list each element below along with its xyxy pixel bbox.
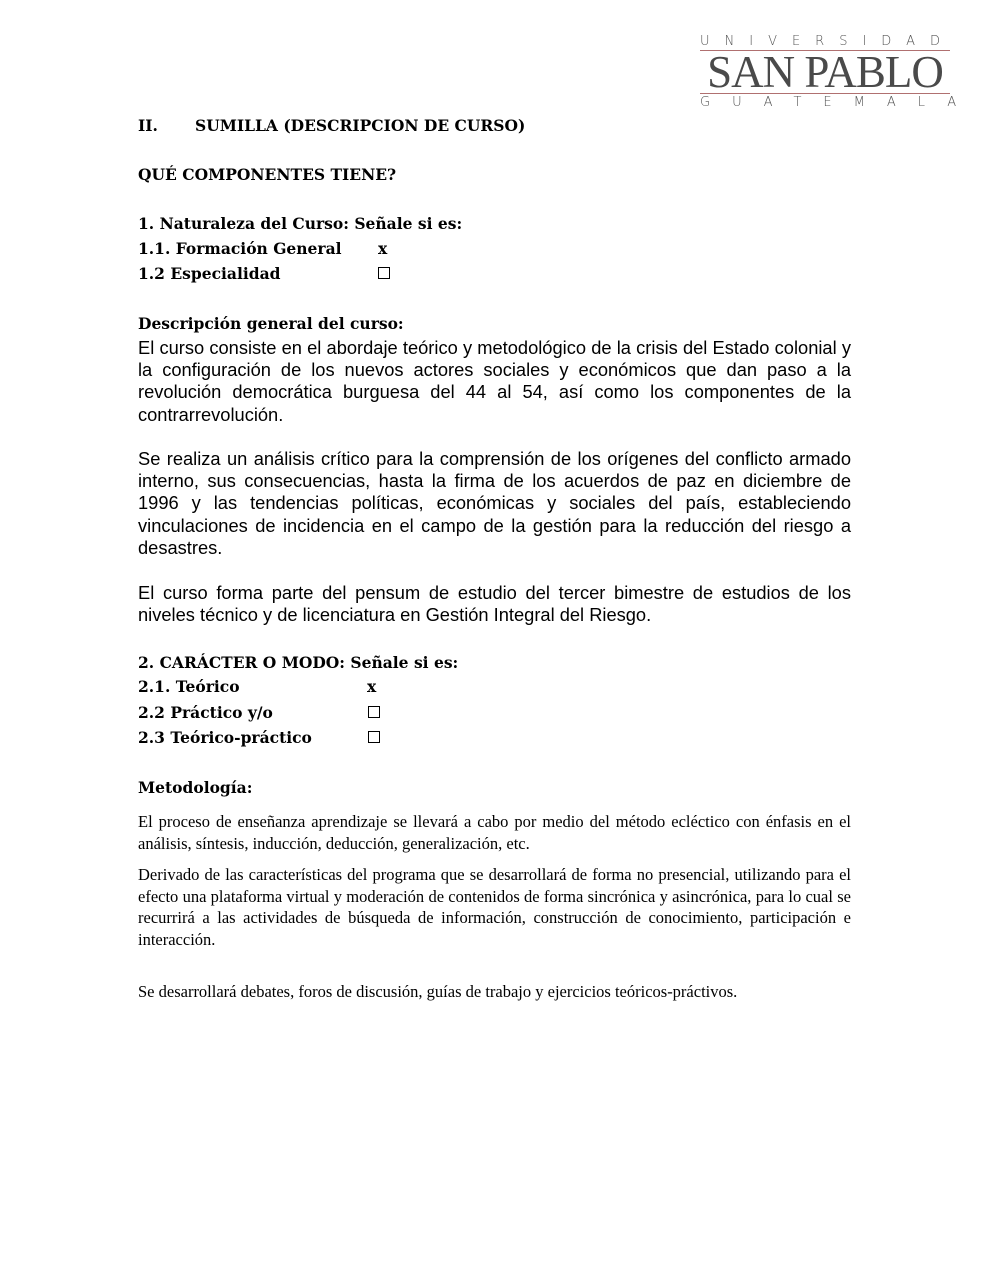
caracter-heading: 2. CARÁCTER O MODO: Señale si es: xyxy=(138,653,459,672)
section-title: SUMILLA (DESCRIPCION DE CURSO) xyxy=(195,116,526,135)
logo-bottom-text xyxy=(700,95,979,110)
university-logo xyxy=(700,34,979,110)
logo-main-text: SAN PABLO xyxy=(700,50,950,94)
logo-top: UNIVERSIDAD xyxy=(700,34,955,49)
metodologia-heading: Metodología: xyxy=(138,778,253,797)
item-label: 1.1. Formación General xyxy=(138,239,342,258)
naturaleza-item xyxy=(138,264,438,283)
checked-mark[interactable]: x xyxy=(367,677,377,696)
item-label: 2.3 Teórico-práctico xyxy=(138,728,312,747)
checkbox-empty[interactable] xyxy=(368,731,380,743)
naturaleza-item xyxy=(138,239,438,258)
descripcion-heading: Descripción general del curso: xyxy=(138,314,404,333)
naturaleza-heading: 1. Naturaleza del Curso: Señale si es: xyxy=(138,214,463,233)
metodologia-paragraph: Se desarrollará debates, foros de discusión, guías de trabajo y ejercicios teóricos-práctivos. xyxy=(138,982,738,1001)
question-heading: QUÉ COMPONENTES TIENE? xyxy=(138,165,397,184)
caracter-item xyxy=(138,728,438,747)
item-label: 1.2 Especialidad xyxy=(138,264,281,283)
checkbox-empty[interactable] xyxy=(368,706,380,718)
item-label: 2.2 Práctico y/o xyxy=(138,703,273,722)
caracter-item xyxy=(138,703,438,722)
metodologia-paragraph: Derivado de las características del programa que se desarrollará de forma no presencial, utilizando para el efecto una plataforma virtual y moderación de contenidos de forma sincrónica y asincrónica, para lo cual se recurrirá a las actividades de búsqueda de información, construcción de conocimiento, participación e interacción. xyxy=(138,865,851,949)
descripcion-paragraph: El curso forma parte del pensum de estudio del tercer bimestre de estudios de los niveles técnico y de licenciatura en Gestión Integral del Riesgo. xyxy=(138,582,851,626)
checked-mark[interactable]: x xyxy=(378,239,388,258)
descripcion-paragraph: Se realiza un análisis crítico para la comprensión de los orígenes del conflicto armado interno, sus consecuencias, hasta la firma de los acuerdos de paz en diciembre de 1996 y las tendencias políticas, económicas y sociales del país, estableciendo vinculaciones de incidencia en el campo de la gestión para la reducción del riesgo a desastres. xyxy=(138,448,851,558)
metodologia-paragraph: El proceso de enseñanza aprendizaje se llevará a cabo por medio del método ecléctico con énfasis en el análisis, síntesis, inducción, deducción, generalización, etc. xyxy=(138,812,851,853)
item-label: 2.1. Teórico xyxy=(138,677,240,696)
caracter-item xyxy=(138,677,438,696)
checkbox-empty[interactable] xyxy=(378,267,390,279)
logo-bottom: GUATEMALA xyxy=(700,95,979,110)
descripcion-paragraph: El curso consiste en el abordaje teórico y metodológico de la crisis del Estado colonial y la configuración de los nuevos actores sociales y económicos que dan paso a la revolución democrática burguesa del 44 al 54, así como los componentes de la contrarrevolución. xyxy=(138,337,851,425)
section-number: II. xyxy=(138,116,158,135)
section-heading xyxy=(138,116,526,135)
